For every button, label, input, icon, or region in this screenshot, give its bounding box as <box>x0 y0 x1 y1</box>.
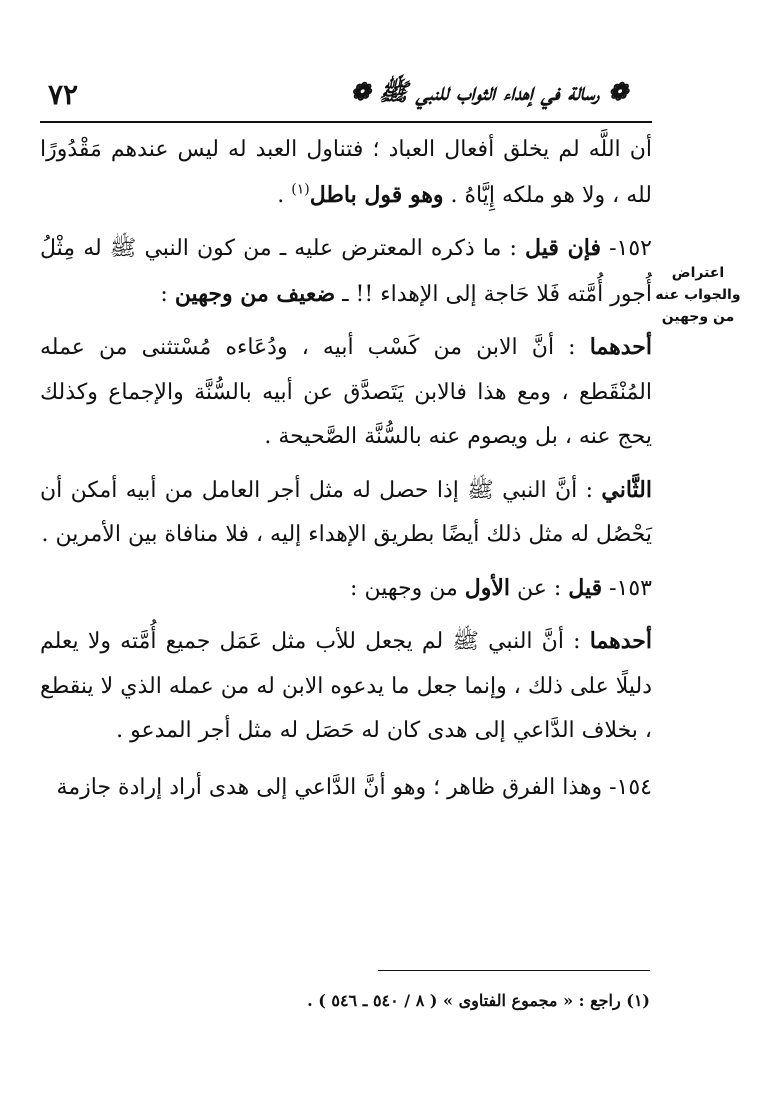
emphasis-text: الأول <box>464 574 511 601</box>
header-divider <box>40 121 652 123</box>
paragraph-text: : ما ذكره المعترض عليه ـ من كون النبي ﷺ له مِثْلُ أُجور أُمَّته فَلا حَاجة إلى الإهداء !! ـ <box>40 236 652 307</box>
footnote-reference: (١) <box>291 181 310 198</box>
paragraph-text: . <box>277 182 292 208</box>
running-title-group <box>350 77 628 112</box>
ornament-icon: ❁ <box>350 76 371 106</box>
lead-word: أحدهما <box>589 628 652 654</box>
main-text <box>40 128 652 810</box>
page-number: ٧٢ <box>48 77 79 111</box>
paragraph-154 <box>40 766 652 811</box>
paragraph-number: ١٥٤- <box>602 774 652 800</box>
lead-word: أحدهما <box>589 334 652 360</box>
paragraph-152 <box>40 226 652 317</box>
paragraph-text: من وجهين : <box>350 575 465 601</box>
paragraph-second-reason <box>40 468 652 558</box>
footnote: (١) راجع : « مجموع الفتاوى » ( ٨ / ٥٤٠ ـ ٥٤٦ ) . <box>307 991 650 1010</box>
lead-word: الثَّاني <box>601 476 652 503</box>
paragraph-number: ١٥٣- <box>602 575 652 601</box>
paragraph-text: أن اللَّه لم يخلق أفعال العباد ؛ فتناول العبد له ليس عندهم مَقْدُورًا لله ، ولا هو ملكه إِيَّاهُ . <box>40 137 652 208</box>
running-title: رسالة في إهداء الثواب للنبي ﷺ <box>378 76 600 106</box>
emphasis-text: وهو قول باطل <box>309 181 444 208</box>
paragraph-text: : عن <box>510 575 569 601</box>
paragraph-text: : أنَّ النبي ﷺ لم يجعل للأب مثل عَمَل جميع أُمَّته ولا يعلم دليلًا على ذلك ، وإنما جعل ما يدعوه الابن له من عمله الذي لا ينقطع ، بخلاف الدَّاعي إلى هدى كان له حَصَل له مثل أجر المدعو . <box>40 629 652 743</box>
lead-word: فإن قيل <box>525 235 601 261</box>
paragraph-153 <box>40 566 652 612</box>
paragraph-first-reason <box>40 325 652 460</box>
emphasis-text: ضعيف من وجهين <box>174 280 336 307</box>
paragraph-text: : أنَّ الابن من كَسْب أبيه ، ودُعَاءه مُسْتثنى من عمله المُنْقَطع ، ومع هذا فالابن يَتَصدَّق عن أبيه بالسُّنَّة والإجماع وكذلك يحج عنه ، بل ويصوم عنه بالسُّنَّة الصَّحيحة . <box>40 335 652 449</box>
page-header <box>40 70 650 118</box>
paragraph-text: : <box>160 281 175 307</box>
paragraph-number: ١٥٢- <box>601 236 652 261</box>
margin-note: اعتراض والجواب عنه من وجهين <box>655 265 741 325</box>
ornament-icon: ❁ <box>607 76 628 106</box>
paragraph-text: وهذا الفرق ظاهر ؛ وهو أنَّ الدَّاعي إلى هدى أراد إرادة جازمة <box>56 774 603 800</box>
lead-word: قيل <box>568 574 603 601</box>
paragraph-text: : أنَّ النبي ﷺ إذا حصل له مثل أجر العامل من أبيه أمكن أن يَحْصُل له مثل ذلك أيضًا بطريق الإهداء إليه ، فلا منافاة بين الأمرين . <box>40 477 652 547</box>
paragraph-first-answer <box>40 619 652 754</box>
paragraph-continuation <box>40 128 652 218</box>
footnote-divider <box>378 970 650 971</box>
